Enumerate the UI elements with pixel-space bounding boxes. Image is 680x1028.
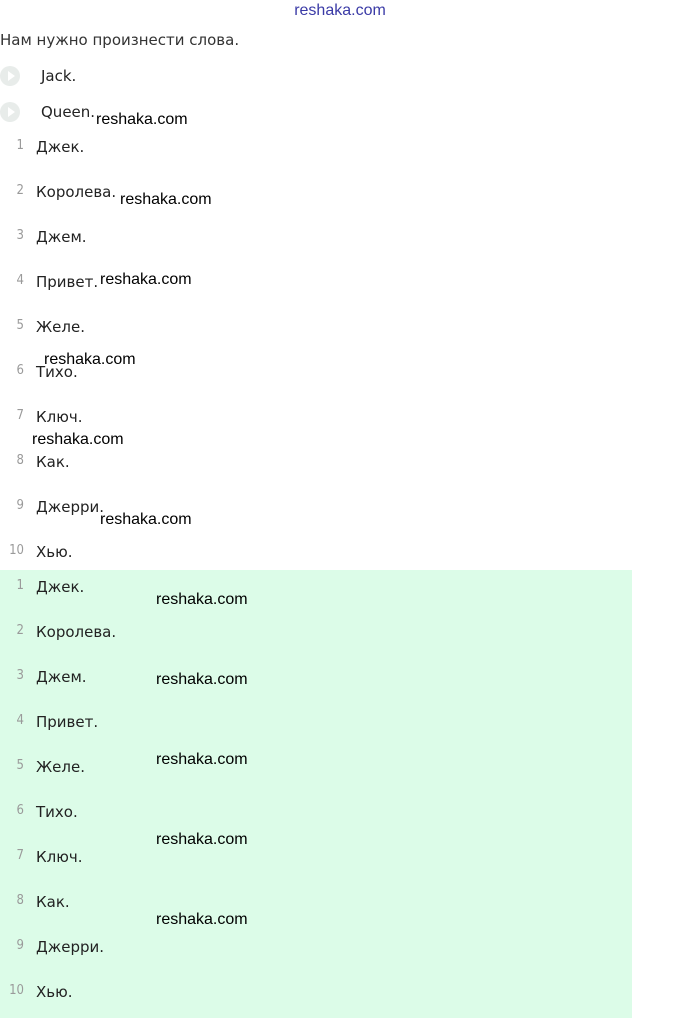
item-number: 4 — [16, 273, 24, 288]
list-item — [0, 228, 632, 273]
item-number: 9 — [16, 938, 24, 953]
item-word: Желе. — [36, 318, 85, 336]
list-item — [0, 578, 632, 623]
item-word: Как. — [36, 453, 70, 471]
watermark: reshaka.com — [100, 271, 192, 288]
item-word: Привет. — [36, 273, 99, 291]
list-item — [0, 983, 632, 1028]
item-word: Королева. — [36, 183, 117, 201]
list-item — [0, 668, 632, 713]
item-word: Ключ. — [36, 408, 83, 426]
watermark: reshaka.com — [96, 111, 188, 128]
item-number: 5 — [16, 758, 24, 773]
watermark: reshaka.com — [156, 831, 248, 848]
play-icon[interactable] — [0, 66, 20, 86]
item-word: Тихо. — [36, 363, 78, 381]
play-icon[interactable] — [0, 102, 20, 122]
item-number: 8 — [16, 893, 24, 908]
item-word: Тихо. — [36, 803, 78, 821]
item-word: Хью. — [36, 543, 73, 561]
item-word: Джек. — [36, 578, 85, 596]
audio-word: Queen. — [41, 103, 96, 121]
item-number: 3 — [16, 668, 24, 683]
list-item — [0, 498, 632, 543]
site-logo[interactable]: reshaka.com — [294, 2, 386, 19]
item-number: 7 — [16, 848, 24, 863]
watermark: reshaka.com — [156, 671, 248, 688]
list-item — [0, 138, 632, 183]
list-item — [0, 363, 632, 408]
item-word: Джек. — [36, 138, 85, 156]
item-word: Ключ. — [36, 848, 83, 866]
watermark: reshaka.com — [156, 591, 248, 608]
list-item — [0, 713, 632, 758]
item-word: Джем. — [36, 228, 87, 246]
item-number: 10 — [9, 983, 24, 998]
item-word: Желе. — [36, 758, 85, 776]
list-item — [0, 803, 632, 848]
list-item — [0, 183, 632, 228]
list-item — [0, 623, 632, 668]
audio-word: Jack. — [41, 67, 77, 85]
item-number: 2 — [16, 183, 24, 198]
list-item — [0, 273, 632, 318]
watermark: reshaka.com — [156, 911, 248, 928]
item-number: 8 — [16, 453, 24, 468]
list-item — [0, 453, 632, 498]
item-number: 6 — [16, 803, 24, 818]
list-item — [0, 893, 632, 938]
item-number: 1 — [16, 138, 24, 153]
audio-item-jack[interactable] — [0, 65, 76, 87]
item-word: Королева. — [36, 623, 117, 641]
list-item — [0, 938, 632, 983]
item-word: Джерри. — [36, 938, 105, 956]
watermark: reshaka.com — [44, 351, 136, 368]
audio-item-queen[interactable] — [0, 101, 95, 123]
item-number: 4 — [16, 713, 24, 728]
item-number: 1 — [16, 578, 24, 593]
item-number: 5 — [16, 318, 24, 333]
intro-text: Нам нужно произнести слова. — [0, 31, 240, 49]
item-number: 10 — [9, 543, 24, 558]
item-word: Как. — [36, 893, 70, 911]
item-word: Джерри. — [36, 498, 105, 516]
list-item — [0, 758, 632, 803]
item-number: 9 — [16, 498, 24, 513]
watermark: reshaka.com — [156, 751, 248, 768]
watermark: reshaka.com — [120, 191, 212, 208]
word-list-highlighted — [0, 570, 632, 1018]
list-item — [0, 848, 632, 893]
item-number: 7 — [16, 408, 24, 423]
item-number: 2 — [16, 623, 24, 638]
watermark: reshaka.com — [100, 511, 192, 528]
watermark: reshaka.com — [32, 431, 124, 448]
item-word: Хью. — [36, 983, 73, 1001]
item-number: 3 — [16, 228, 24, 243]
item-number: 6 — [16, 363, 24, 378]
item-word: Джем. — [36, 668, 87, 686]
item-word: Привет. — [36, 713, 99, 731]
